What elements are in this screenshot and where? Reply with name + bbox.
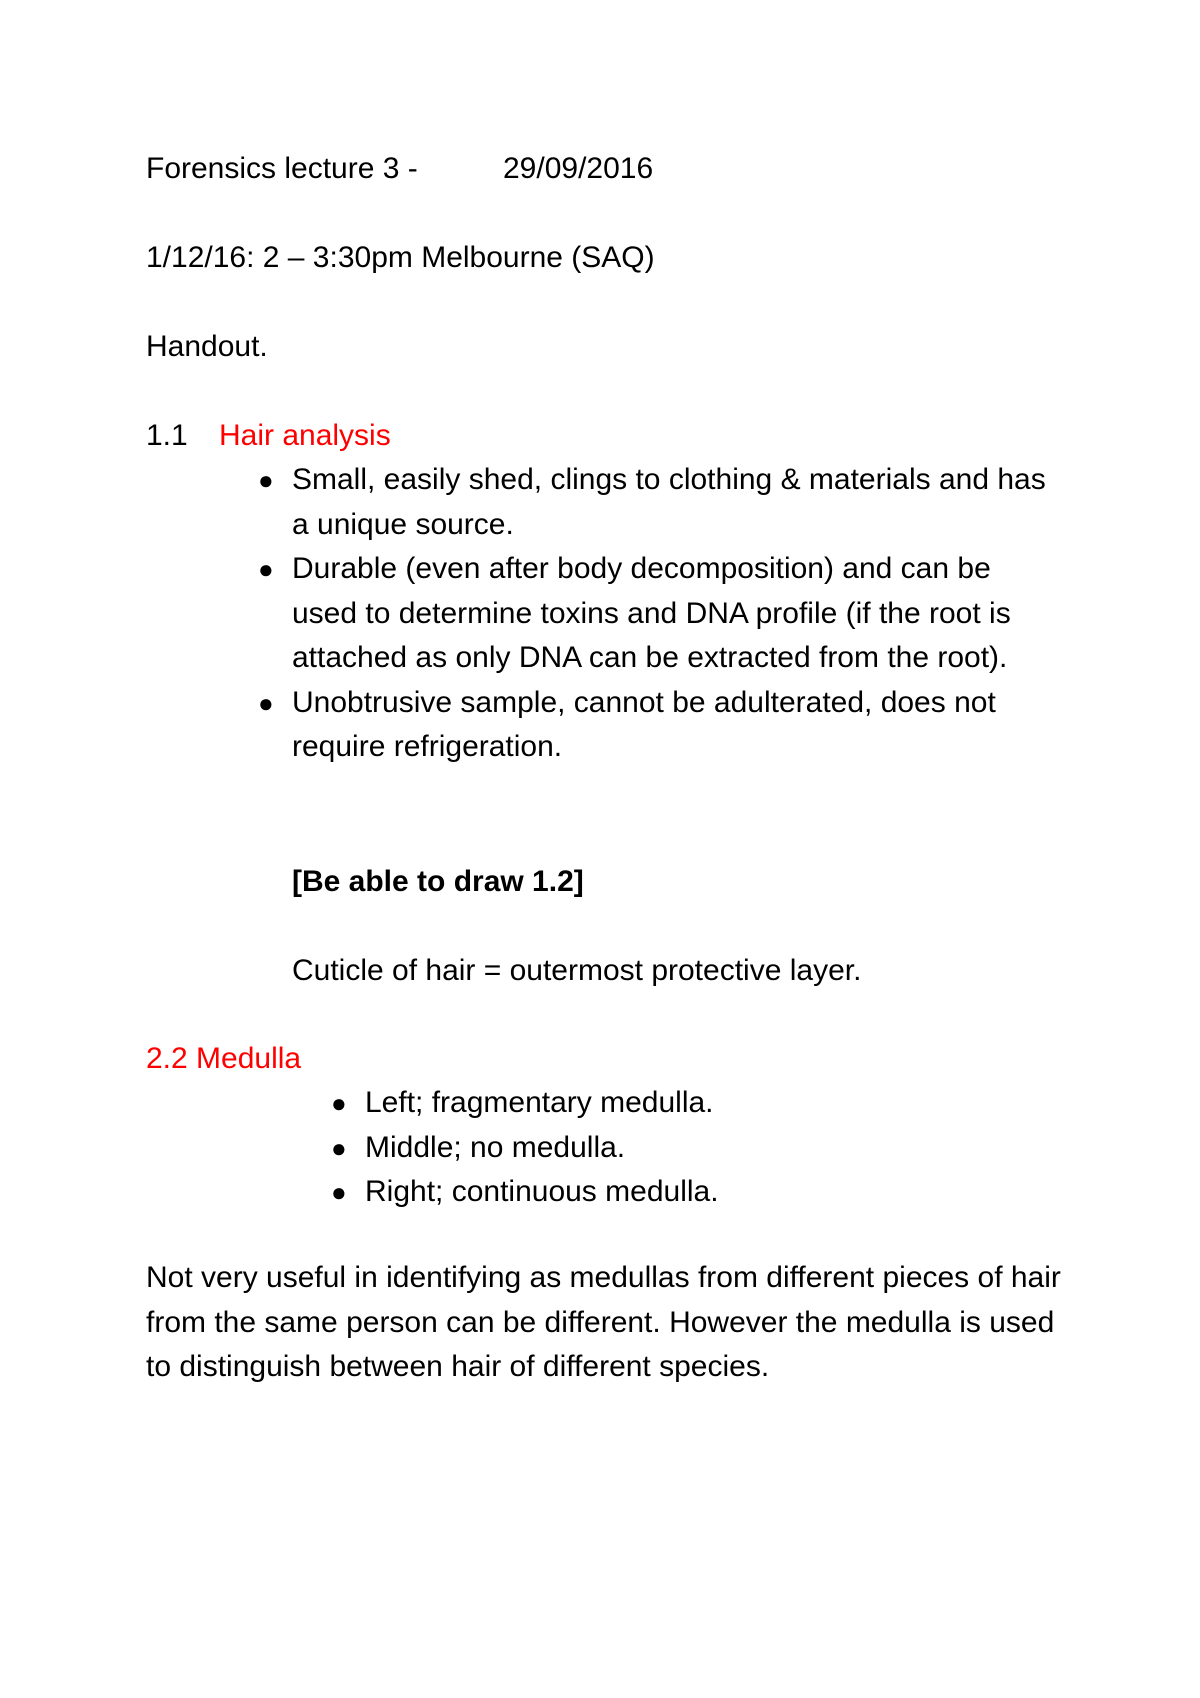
list-item	[258, 547, 1052, 681]
lecture-title: Forensics lecture 3 -	[146, 152, 418, 185]
list-item-text: Left; fragmentary medulla.	[365, 1086, 714, 1119]
handout-label: Handout.	[146, 330, 268, 363]
list-item-text: Middle; no medulla.	[365, 1130, 626, 1164]
section-1-title: Hair analysis	[219, 419, 391, 452]
list-item	[331, 1170, 1065, 1215]
list-item	[331, 1126, 1065, 1171]
list-item-text: Unobtrusive sample, cannot be adulterated, does not require refrigeration.	[292, 685, 996, 763]
draw-note: [Be able to draw 1.2]	[292, 865, 584, 898]
section-2-title: 2.2 Medulla	[146, 1042, 302, 1075]
bullet-dot-icon: ●	[331, 1132, 347, 1163]
list-item	[331, 1081, 1065, 1126]
bullet-dot-icon: ●	[258, 687, 274, 718]
lecture-date: 29/09/2016	[503, 152, 654, 185]
list-item-text: Durable (even after body decomposition) and can be used to determine toxins and DNA profile (if the root is attached as only DNA can be extracted from the root).	[292, 552, 1011, 674]
bullet-dot-icon: ●	[258, 554, 274, 584]
bullet-dot-icon: ●	[331, 1177, 347, 1207]
list-item-text: Small, easily shed, clings to clothing & materials and has a unique source.	[292, 463, 1046, 541]
medulla-bullet-list	[331, 1081, 1065, 1215]
medulla-paragraph: Not very useful in identifying as medullas from different pieces of hair from the same person can be different. However the medulla is used to distinguish between hair of different species.	[146, 1261, 1061, 1383]
list-item	[258, 681, 1052, 770]
exam-line: 1/12/16: 2 – 3:30pm Melbourne (SAQ)	[146, 241, 655, 274]
hair-analysis-bullet-list	[258, 458, 1052, 770]
bullet-dot-icon: ●	[331, 1088, 347, 1118]
list-item	[258, 458, 1052, 547]
bullet-dot-icon: ●	[258, 465, 274, 495]
section-1-number: 1.1	[146, 419, 188, 452]
cuticle-definition: Cuticle of hair = outermost protective layer.	[292, 954, 862, 987]
list-item-text: Right; continuous medulla.	[365, 1175, 719, 1208]
